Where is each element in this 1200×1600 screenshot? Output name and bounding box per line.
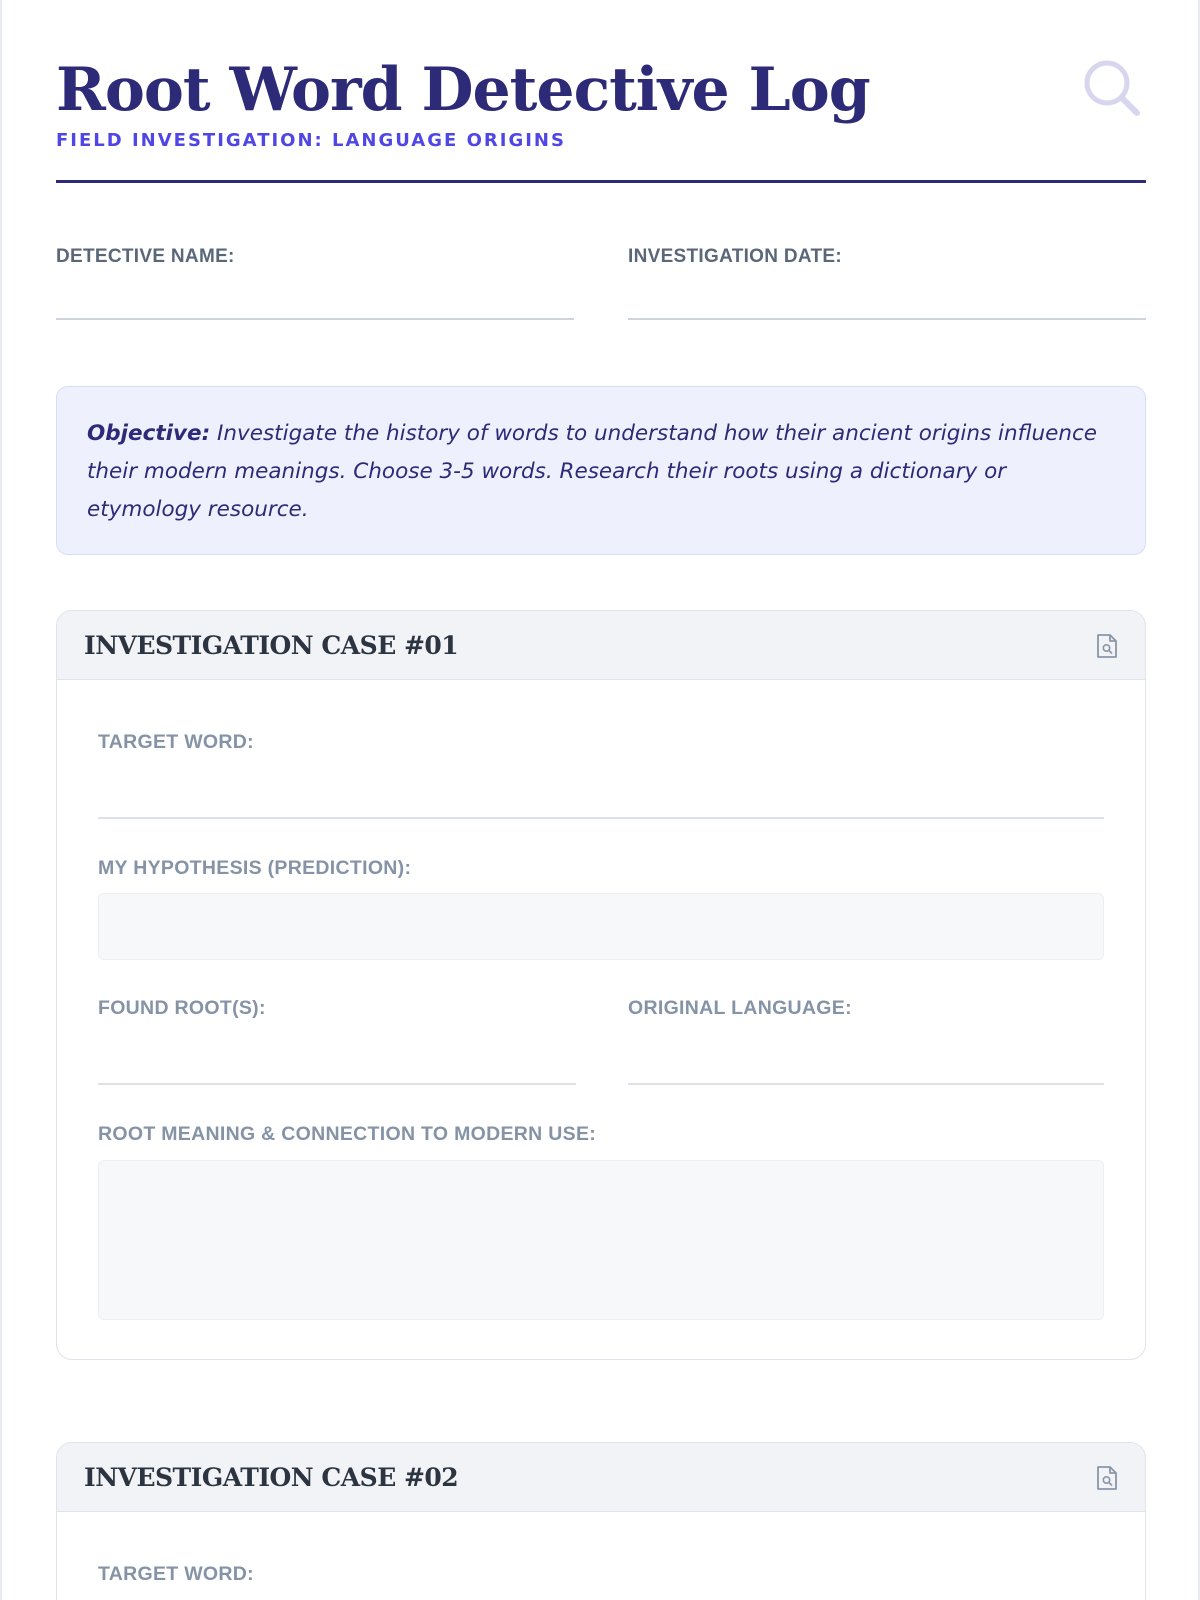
detective-name-line[interactable] — [56, 318, 574, 320]
case-header — [57, 1443, 1145, 1512]
case-header — [57, 611, 1145, 680]
file-search-icon — [1095, 633, 1119, 659]
root-meaning-input[interactable] — [98, 1160, 1104, 1320]
page-header — [56, 54, 1146, 184]
hypothesis-label: MY HYPOTHESIS (PREDICTION): — [98, 857, 412, 879]
investigation-case-1 — [56, 610, 1146, 1360]
detective-name-label: DETECTIVE NAME: — [56, 246, 235, 267]
detective-name-field[interactable] — [56, 246, 574, 320]
case-title: INVESTIGATION CASE #02 — [84, 1463, 459, 1492]
page-subtitle: FIELD INVESTIGATION: LANGUAGE ORIGINS — [56, 130, 566, 151]
target-word-label: TARGET WORD: — [98, 1563, 254, 1585]
objective-box — [56, 386, 1146, 555]
objective-text: Investigate the history of words to understand how their ancient origins influence their modern meanings. Choose 3-5 words. Research their roots using a dictionary or etymology resource. — [87, 421, 1098, 522]
investigation-date-line[interactable] — [628, 318, 1146, 320]
found-roots-label: FOUND ROOT(S): — [98, 997, 266, 1019]
header-divider — [56, 180, 1146, 183]
target-word-label: TARGET WORD: — [98, 731, 254, 753]
search-icon — [1082, 58, 1142, 118]
case-title: INVESTIGATION CASE #01 — [84, 631, 459, 660]
original-language-line[interactable] — [628, 1083, 1104, 1085]
found-roots-line[interactable] — [98, 1083, 576, 1085]
page-edge-left — [0, 0, 2, 1600]
investigation-date-field[interactable] — [628, 246, 1146, 320]
objective-lead: Objective: — [87, 421, 211, 446]
root-meaning-label: ROOT MEANING & CONNECTION TO MODERN USE: — [98, 1123, 597, 1145]
hypothesis-input[interactable] — [98, 893, 1104, 960]
original-language-label: ORIGINAL LANGUAGE: — [628, 997, 852, 1019]
investigation-case-2 — [56, 1442, 1146, 1600]
target-word-line[interactable] — [98, 817, 1104, 819]
page-title: Root Word Detective Log — [56, 55, 870, 125]
investigation-date-label: INVESTIGATION DATE: — [628, 246, 842, 267]
file-search-icon — [1095, 1465, 1119, 1491]
